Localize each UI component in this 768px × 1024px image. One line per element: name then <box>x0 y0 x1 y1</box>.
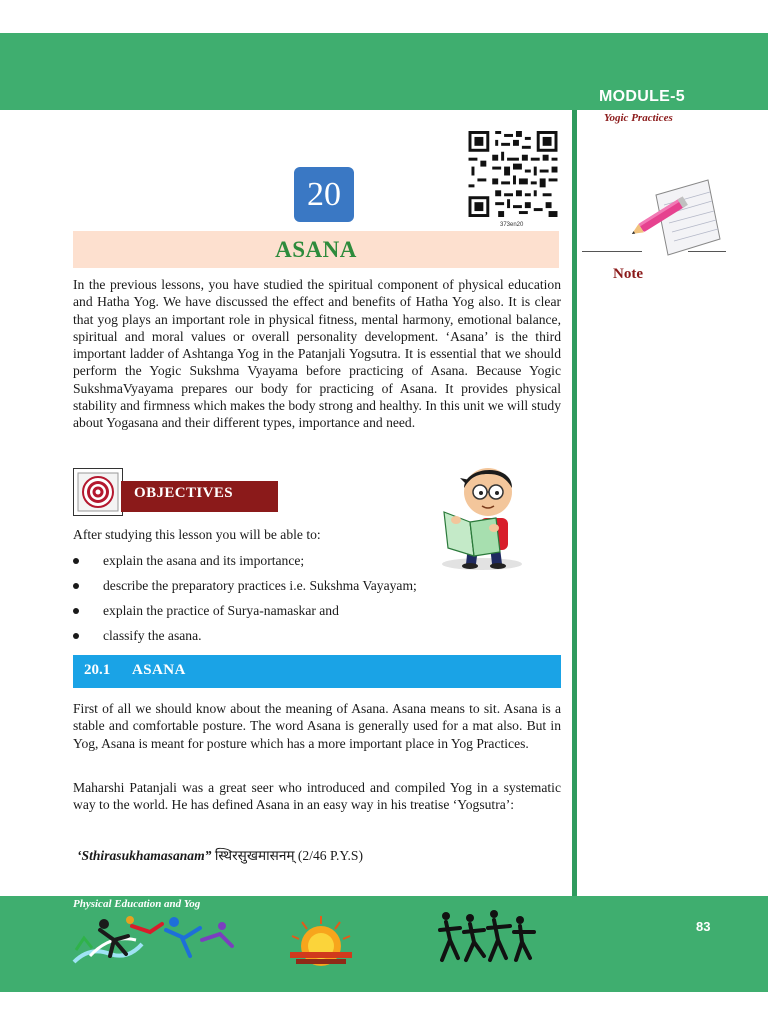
note-divider-left <box>582 251 642 252</box>
chapter-title: ASANA <box>275 237 357 262</box>
target-icon <box>74 469 122 515</box>
objectives-intro: After studying this lesson you will be able to: <box>73 527 321 542</box>
margin-rule <box>572 110 577 896</box>
bullet-icon <box>73 633 79 639</box>
sutra-quote-text: स्थिरसुखमासनम् (2/46 P.Y.S) <box>211 848 363 863</box>
objectives-icon-box <box>73 468 123 516</box>
qr-code-icon <box>468 131 558 217</box>
bullet-icon <box>73 558 79 564</box>
sutra-quote-title: ‘Sthirasukhamasanam” <box>77 848 212 863</box>
page-number: 83 <box>696 919 711 934</box>
note-divider-right <box>688 251 726 252</box>
note-pencil-icon <box>624 177 724 261</box>
objectives-heading: OBJECTIVES <box>134 485 234 501</box>
section-paragraph-1: First of all we should know about the meaning of Asana. Asana means to sit. Asana is a stable and comfortable posture. The word Asana is generally used for a mat also. But in Yog, Asana is meant for posture which has a more important place in Yog Practices. <box>73 701 561 751</box>
athletes-silhouette-icon <box>436 910 536 968</box>
intro-paragraph: In the previous lessons, you have studied the spiritual component of physical education and Hatha Yog. We have discussed the effect and benefits of Hatha Yog also. It is clear that yog plays an important role in physical fitness, mental harmony, emotional balance, spiritual and moral values or overall personality development. ‘Asana’ is the third important ladder of Ashtanga Yog in the Patanjali Yogsutra. It is essential that we should perform the Yogic Sukshma Vyayama before practicing of Asana. Because Yogic SukshmaVyayama prepares our body for practicing of Asana. It provides physical stability and firmness which makes the body strong and healthy. In this unit we will study about Yogasana and their different types, importance and need. <box>73 277 561 431</box>
subject-label: Yogic Practices <box>604 112 673 124</box>
bullet-icon <box>73 608 79 614</box>
section-paragraph-2: Maharshi Patanjali was a great seer who introduced and compiled Yog in a systematic way to the world. He has defined Asana in an easy way in his treatise ‘Yogsutra’: <box>73 780 561 813</box>
section-number: 20.1 <box>84 662 111 678</box>
bullet-icon <box>73 583 79 589</box>
list-item-text: classify the asana. <box>103 628 202 643</box>
list-item-text: explain the asana and its importance; <box>103 553 305 568</box>
module-label: MODULE-5 <box>599 88 685 105</box>
sutra-quote <box>77 845 363 864</box>
list-item-text: describe the preparatory practices i.e. Sukshma Vayayam; <box>103 578 417 593</box>
note-label: Note <box>613 266 643 282</box>
section-title: ASANA <box>132 662 186 678</box>
chapter-number: 20 <box>294 167 354 222</box>
sports-collage-icon <box>70 910 240 968</box>
footer-title: Physical Education and Yog <box>73 898 201 910</box>
reading-boy-illustration <box>430 460 530 572</box>
qr-code-label: 373en20 <box>500 222 524 228</box>
list-item-text: explain the practice of Surya-namaskar and <box>103 603 339 618</box>
sunrise-icon <box>286 912 356 970</box>
